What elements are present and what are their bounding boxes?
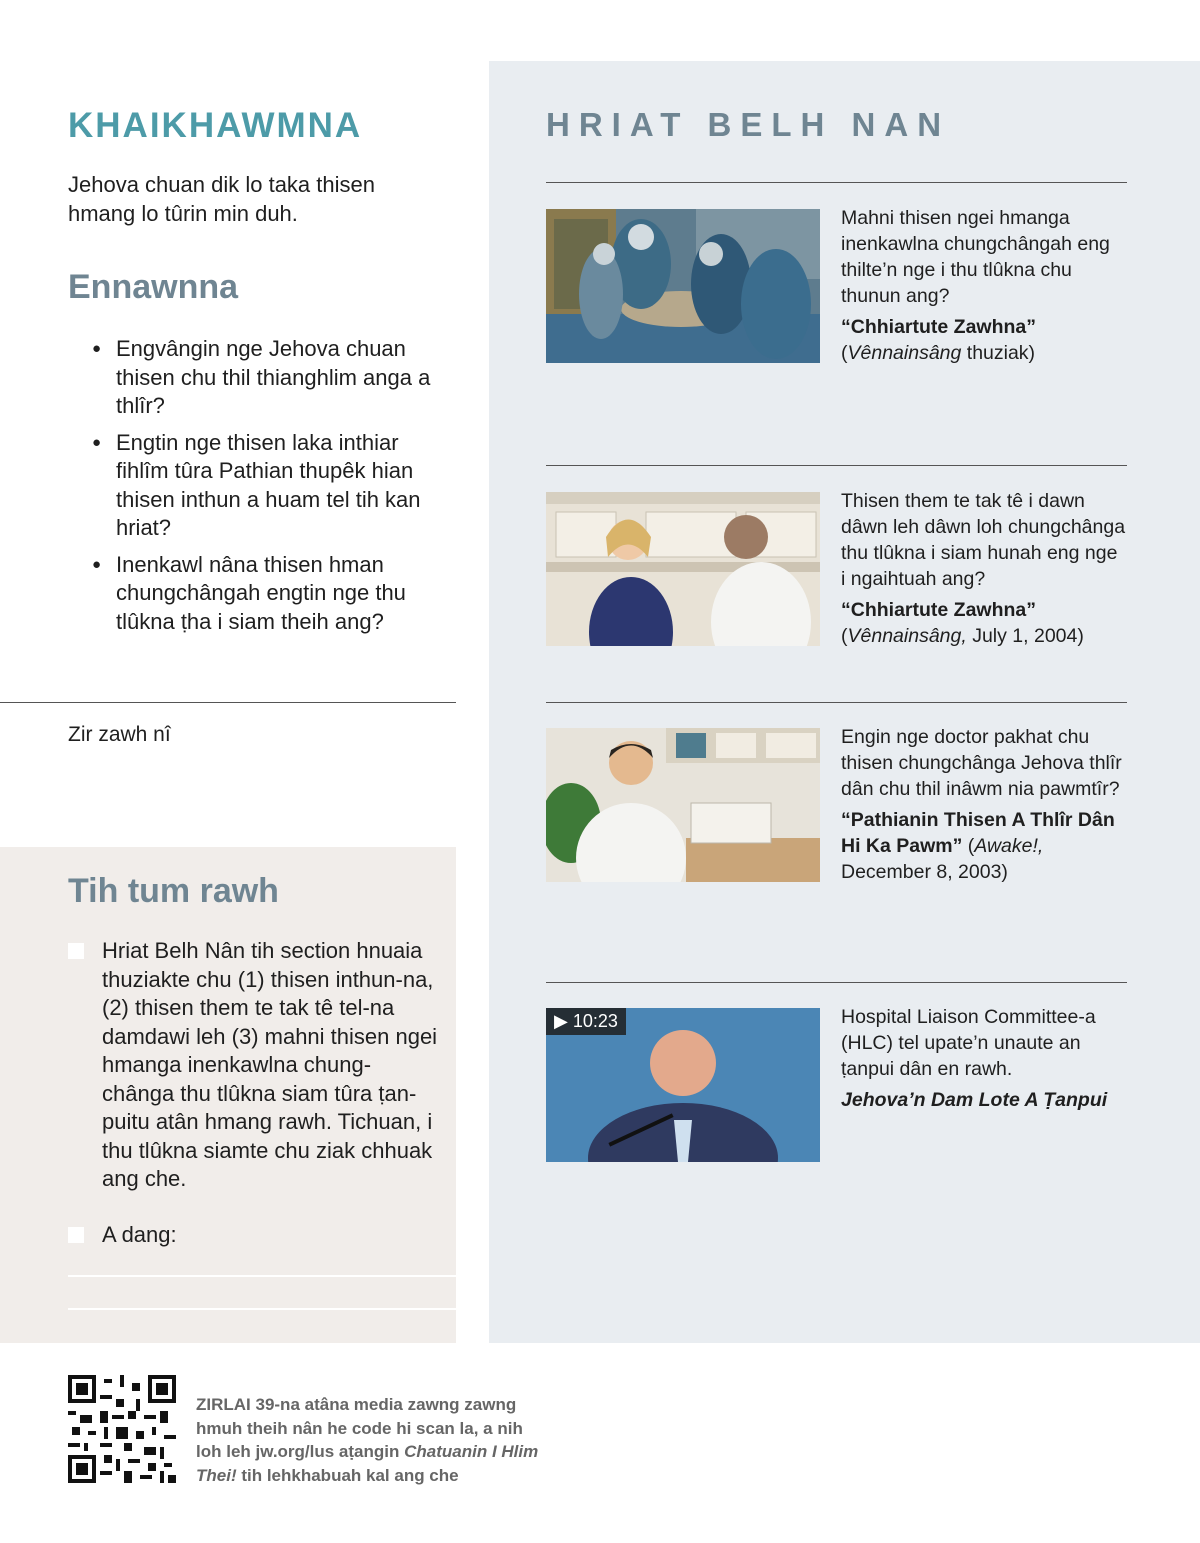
source-title[interactable]: “Chhiartute Zawhna” [841, 599, 1037, 621]
divider [546, 702, 1127, 703]
source-publication: Vênnainsâng [847, 342, 962, 364]
review-question: ● Engvângin nge Jehova chuan thisen chu thil thianghlim anga a thlîr? [92, 335, 447, 421]
media-question: Engin nge doctor pakhat chu thisen chungchânga Jehova thlîr dân chu thil inâwm nia pawmtîr? [841, 726, 1122, 800]
patient-doctor-consult-image[interactable] [546, 492, 820, 646]
media-question: Mahni thisen ngei hmanga inenkawlna chungchângah eng thilte’n nge i thu tlûkna chu thunun ang? [841, 207, 1110, 307]
source-detail: thuziak) [961, 342, 1036, 364]
speaker-video-thumbnail[interactable] [546, 1008, 820, 1162]
play-icon-duration: 10:23 [572, 1011, 618, 1031]
completion-date-label: Zir zawh nî [68, 723, 171, 746]
source-detail: December 8, 2003) [841, 861, 1008, 883]
source-publication: Vênnainsâng, [847, 625, 967, 647]
divider [546, 982, 1127, 983]
media-question: Hospital Liaison Committee-a (HLC) tel upate’n unaute an ṭanpui dân en rawh. [841, 1006, 1096, 1080]
review-heading: Ennawnna [68, 268, 239, 306]
review-questions [92, 335, 447, 644]
media-source[interactable]: “Chhiartute Zawhna” (Vênnainsâng thuziak) [841, 316, 1037, 364]
source-title[interactable]: “Chhiartute Zawhna” [841, 316, 1037, 338]
video-title[interactable]: Jehova’n Dam Lote A Ṭanpui [841, 1089, 1108, 1111]
media-item [841, 488, 1126, 649]
source-title[interactable]: “Pathianin Thisen A Thlîr Dân Hi Ka Pawm” [841, 809, 1115, 857]
divider [0, 702, 456, 703]
task-text: Hriat Belh Nân tih section hnuaia thuziakte chu (1) thisen inthun-na, (2) thisen them te tak tê tel-na damdawi leh (3) mahni thisen ngei hmanga inenkawlna chung-chânga thu tlûkna siam tûra ṭan-puitu atân hmang rawh. Tichuan, i thu tlûkna siamte chu ziak chhuak ang che. [102, 938, 438, 1191]
book-title[interactable]: Chatuanin I Hlim Thei! [196, 1442, 539, 1485]
source-publication: Awake!, [974, 835, 1044, 857]
review-question: ● Engtin nge thisen laka inthiar fihlîm tûra Pathian thupêk hian thisen inthun a huam tel tih kan hriat? [92, 429, 447, 543]
other-label: A dang: [102, 1222, 177, 1247]
try-this-heading: Tih tum rawh [68, 872, 279, 910]
divider [546, 465, 1127, 466]
media-item [841, 205, 1126, 366]
task-checkbox-item[interactable] [68, 937, 442, 1194]
video-duration: ▶ 10:23 [546, 1008, 626, 1035]
divider [546, 182, 1127, 183]
media-item [841, 1004, 1126, 1113]
learn-more-heading: HRIAT BELH NAN [546, 106, 951, 143]
other-checkbox-item[interactable] [68, 1221, 442, 1250]
summary-heading: KHAIKHAWMNA [68, 106, 363, 145]
smiling-doctor-desk-image[interactable] [546, 728, 820, 882]
footer-note [196, 1393, 546, 1487]
media-source[interactable] [841, 1087, 1126, 1113]
footer-text: ZIRLAI 39-na atâna media zawng zawng hmuh theih nân he code hi scan la, a nih loh leh jw.org/lus aṭangin [196, 1395, 523, 1461]
checkbox[interactable] [68, 943, 84, 959]
source-detail: July 1, 2004) [966, 625, 1084, 647]
review-question: ● Inenkawl nâna thisen hman chungchângah engtin nge thu tlûkna ṭha i siam theih ang? [92, 551, 447, 637]
qr-code[interactable] [68, 1375, 176, 1483]
summary-text: Jehova chuan dik lo taka thisen hmang lo tûrin min duh. [68, 172, 375, 226]
write-line[interactable] [68, 1275, 456, 1277]
media-question: Thisen them te tak tê i dawn dâwn leh dâwn loh chungchânga thu tlûkna i siam hunah eng nge i ngaihtuah ang? [841, 490, 1126, 590]
media-item [841, 724, 1126, 885]
write-line[interactable] [68, 1308, 456, 1310]
surgeons-operating-image[interactable] [546, 209, 820, 363]
media-source[interactable]: “Pathianin Thisen A Thlîr Dân Hi Ka Pawm” (Awake!, December 8, 2003) [841, 809, 1115, 883]
footer-text-end: tih lehkhabuah kal ang che [236, 1465, 459, 1485]
checkbox[interactable] [68, 1227, 84, 1243]
media-source[interactable]: “Chhiartute Zawhna” (Vênnainsâng, July 1, 2004) [841, 599, 1084, 647]
